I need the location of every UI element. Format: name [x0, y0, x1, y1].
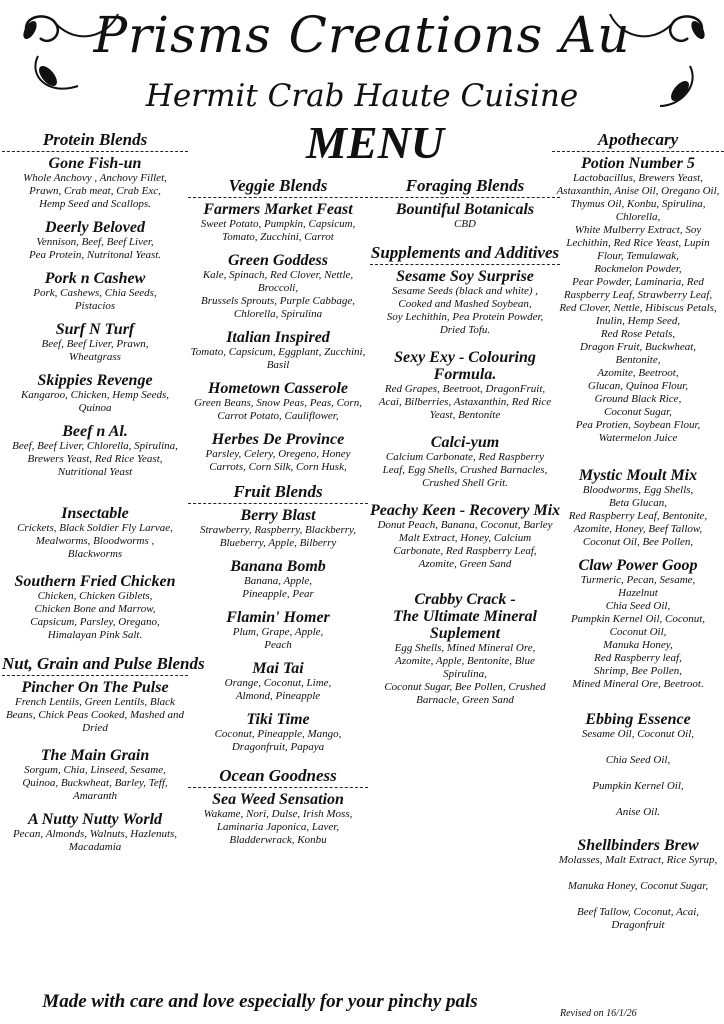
item-ingredients: Parsley, Celery, Oregeno, Honey Carrots, Corn Silk, Corn Husk,: [205, 448, 351, 473]
item-name: Herbes De Province: [211, 431, 345, 448]
menu-item: [2, 155, 188, 211]
section-divider: [552, 151, 724, 152]
column-protein-nut: [2, 130, 205, 854]
item-ingredients: Beef, Beef Liver, Chlorella, Spirulina, Brewers Yeast, Red Rice Yeast, Nutritional Yeast: [12, 440, 178, 478]
revised-date: Revised on 16/1/26: [560, 1008, 637, 1019]
menu-item: [552, 557, 724, 691]
item-ingredients: Molasses, Malt Extract, Rice Syrup, Manuka Honey, Coconut Sugar, Beef Tallow, Coconut, Acai, Dragonfruit: [558, 854, 718, 931]
item-ingredients: Sorgum, Chia, Linseed, Sesame, Quinoa, Buckwheat, Barley, Teff, Amaranth: [22, 764, 168, 802]
section-title-fruit: Fruit Blends: [233, 482, 323, 501]
item-ingredients: Whole Anchovy , Anchovy Fillet, Prawn, Crab meat, Crab Exc, Hemp Seed and Scallops.: [23, 172, 167, 210]
item-name: Deerly Beloved: [45, 219, 145, 236]
footer-tagline: Made with care and love especially for your pinchy pals: [42, 991, 478, 1012]
section-title-ocean: Ocean Goodness: [219, 766, 337, 785]
section-title-nut-grain-pulse: Nut, Grain and Pulse Blends: [2, 654, 205, 673]
menu-item: [552, 837, 724, 932]
item-name: Mystic Moult Mix: [578, 467, 698, 484]
section-title-apothecary: Apothecary: [597, 130, 679, 149]
menu-item: [552, 467, 724, 549]
item-ingredients: Vennison, Beef, Beef Liver, Pea Protein, Nutritonal Yeast.: [28, 236, 162, 261]
item-name: Sexy Exy - Colouring Formula.: [394, 349, 536, 383]
item-name: Green Goddess: [228, 252, 328, 269]
item-ingredients: Sweet Potato, Pumpkin, Capsicum, Tomato, Zucchini, Carrot: [200, 218, 356, 243]
item-name: Calci-yum: [430, 434, 500, 451]
section-divider: [370, 264, 560, 265]
section-divider: [2, 151, 188, 152]
item-name: Claw Power Goop: [578, 557, 698, 574]
item-name: Tiki Time: [246, 711, 310, 728]
item-name: Ebbing Essence: [585, 711, 691, 728]
item-ingredients: Kangaroo, Chicken, Hemp Seeds, Quinoa: [20, 389, 170, 414]
section-title-veggie: Veggie Blends: [228, 176, 328, 195]
item-name: Beef n Al.: [62, 423, 128, 440]
menu-item: [370, 502, 560, 571]
menu-item: [2, 270, 188, 313]
menu-item: [188, 791, 368, 847]
menu-item: [2, 573, 188, 642]
item-name: Flamin' Homer: [226, 609, 330, 626]
section-title-foraging: Foraging Blends: [405, 176, 525, 195]
item-name: Pincher On The Pulse: [21, 679, 169, 696]
menu-item: [370, 591, 560, 707]
item-name: Crabby Crack - The Ultimate Mineral Suplement: [393, 591, 537, 642]
menu-item: [188, 558, 368, 601]
page-title: Prisms Creations Au: [93, 6, 631, 64]
column-veggie-fruit-ocean: [188, 176, 368, 847]
section-divider: [2, 675, 188, 676]
item-ingredients: Pork, Cashews, Chia Seeds, Pistacios: [33, 287, 157, 312]
item-ingredients: Green Beans, Snow Peas, Peas, Corn, Carrot Potato, Cauliflower,: [194, 397, 362, 422]
menu-item: [2, 811, 188, 854]
item-ingredients: Egg Shells, Mined Mineral Ore, Azomite, Apple, Bentonite, Blue Spirulina, Coconut Sugar, Bee Pollen, Crushed Barnacle, Green Sand: [384, 642, 546, 706]
menu-item: [370, 201, 560, 231]
item-ingredients: Red Grapes, Beetroot, DragonFruit, Acai, Bilberries, Astaxanthin, Red Rice Yeast, Bentonite: [378, 383, 552, 421]
menu-item: [2, 679, 188, 735]
menu-item: [2, 321, 188, 364]
menu-item: [188, 660, 368, 703]
item-ingredients: Crickets, Black Soldier Fly Larvae, Mealworms, Bloodworms , Blackworms: [17, 522, 173, 560]
section-title-protein: Protein Blends: [42, 130, 148, 149]
menu-item: [370, 349, 560, 422]
section-divider: [188, 503, 368, 504]
menu-item: [188, 711, 368, 754]
item-name: Farmers Market Feast: [203, 201, 353, 218]
item-ingredients: Banana, Apple, Pineapple, Pear: [242, 575, 314, 600]
item-ingredients: Calcium Carbonate, Red Raspberry Leaf, Egg Shells, Crushed Barnacles, Crushed Shell Grit.: [382, 451, 548, 489]
section-title-supplements: Supplements and Additives: [370, 243, 560, 262]
column-apothecary: [552, 130, 724, 932]
item-ingredients: Sesame Oil, Coconut Oil, Chia Seed Oil, Pumpkin Kernel Oil, Anise Oil.: [581, 728, 695, 818]
item-name: The Main Grain: [40, 747, 150, 764]
item-name: Bountiful Botanicals: [395, 201, 535, 218]
item-ingredients: Donut Peach, Banana, Coconut, Barley Malt Extract, Honey, Calcium Carbonate, Red Raspberry Leaf, Azomite, Green Sand: [377, 519, 553, 570]
page-subtitle: Hermit Crab Haute Cuisine: [145, 78, 579, 114]
menu-item: [188, 329, 368, 372]
item-ingredients: Strawberry, Raspberry, Blackberry, Blueberry, Apple, Bilberry: [199, 524, 357, 549]
section-divider: [188, 197, 368, 198]
item-name: Peachy Keen - Recovery Mix: [370, 502, 561, 519]
item-ingredients: CBD: [454, 218, 476, 230]
item-name: Shellbinders Brew: [577, 837, 699, 854]
menu-item: [2, 219, 188, 262]
item-ingredients: Lactobacillus, Brewers Yeast, Astaxanthin, Anise Oil, Oregano Oil, Thymus Oil, Konbu, Spirulina, Chlorella, White Mulberry Extract, Soy Lechithin, Red Rice Yeast, Lupin Flour, Temulawak, Rockmelon Powder, Pear Powder, Laminaria, Red Raspberry Leaf, Strawberry Leaf, Red Clover, Nettle, Hibiscus Petals, Inulin, Hemp Seed, Red Rose Petals, Dragon Fruit, Buckwheat, Bentonite, Azomite, Beetroot, Glucan, Quinoa Flour, Ground Black Rice, Coconut Sugar, Pea Protien, Soybean Flour, Watermelon Juice: [556, 172, 720, 444]
item-name: Southern Fried Chicken: [14, 573, 176, 590]
menu-item: [2, 423, 188, 479]
menu-item: [2, 372, 188, 415]
item-ingredients: Coconut, Pineapple, Mango, Dragonfruit, Papaya: [214, 728, 342, 753]
item-name: Potion Number 5: [581, 155, 695, 172]
item-name: Italian Inspired: [226, 329, 330, 346]
item-name: Sesame Soy Surprise: [396, 268, 534, 285]
item-ingredients: Bloodworms, Egg Shells, Beta Glucan, Red Raspberry Leaf, Bentonite, Azomite, Honey, Beef Tallow, Coconut Oil, Bee Pollen,: [568, 484, 708, 548]
item-name: Mai Tai: [252, 660, 304, 677]
item-ingredients: Tomato, Capsicum, Eggplant, Zucchini, Basil: [190, 346, 366, 371]
item-ingredients: Pecan, Almonds, Walnuts, Hazlenuts, Macadamia: [12, 828, 178, 853]
item-name: Skippies Revenge: [37, 372, 153, 389]
menu-item: [188, 609, 368, 652]
item-name: Berry Blast: [240, 507, 316, 524]
item-ingredients: Plum, Grape, Apple, Peach: [232, 626, 324, 651]
item-ingredients: Kale, Spinach, Red Clover, Nettle, Broccoli, Brussels Sprouts, Purple Cabbage, Chlorella, Spirulina: [201, 269, 355, 320]
menu-item: [370, 434, 560, 490]
section-divider: [188, 787, 368, 788]
item-name: Gone Fish-un: [48, 155, 142, 172]
item-ingredients: Turmeric, Pecan, Sesame, Hazelnut Chia Seed Oil, Pumpkin Kernel Oil, Coconut, Coconut Oil, Manuka Honey, Red Raspberry leaf, Shrimp, Bee Pollen, Mined Mineral Ore, Beetroot.: [570, 574, 706, 690]
item-name: Surf N Turf: [55, 321, 135, 338]
menu-heading: MENU: [305, 117, 445, 168]
menu-item: [552, 711, 724, 819]
menu-item: [188, 431, 368, 474]
item-name: Banana Bomb: [230, 558, 326, 575]
section-divider: [370, 197, 560, 198]
item-ingredients: Orange, Coconut, Lime, Almond, Pineapple: [224, 677, 332, 702]
item-name: Hometown Casserole: [207, 380, 348, 397]
menu-item: [552, 155, 724, 445]
menu-item: [188, 201, 368, 244]
item-ingredients: Wakame, Nori, Dulse, Irish Moss, Laminaria Japonica, Laver, Bladderwrack, Konbu: [203, 808, 353, 846]
menu-item: [370, 268, 560, 337]
menu-item: [188, 380, 368, 423]
menu-item: [2, 505, 188, 561]
menu-item: [2, 747, 188, 803]
item-ingredients: Sesame Seeds (black and white) , Cooked and Mashed Soybean, Soy Lechithin, Pea Protein Powder, Dried Tofu.: [386, 285, 544, 336]
item-name: A Nutty Nutty World: [27, 811, 163, 828]
item-ingredients: French Lentils, Green Lentils, Black Beans, Chick Peas Cooked, Mashed and Dried: [5, 696, 185, 734]
menu-item: [188, 252, 368, 321]
item-name: Pork n Cashew: [44, 270, 146, 287]
item-name: Sea Weed Sensation: [212, 791, 344, 808]
menu-item: [188, 507, 368, 550]
item-ingredients: Beef, Beef Liver, Prawn, Wheatgrass: [41, 338, 149, 363]
item-name: Insectable: [61, 505, 129, 522]
item-ingredients: Chicken, Chicken Giblets, Chicken Bone and Marrow, Capsicum, Parsley, Oregano, Himalayan Pink Salt.: [30, 590, 160, 641]
column-foraging-supplements: [370, 176, 560, 707]
